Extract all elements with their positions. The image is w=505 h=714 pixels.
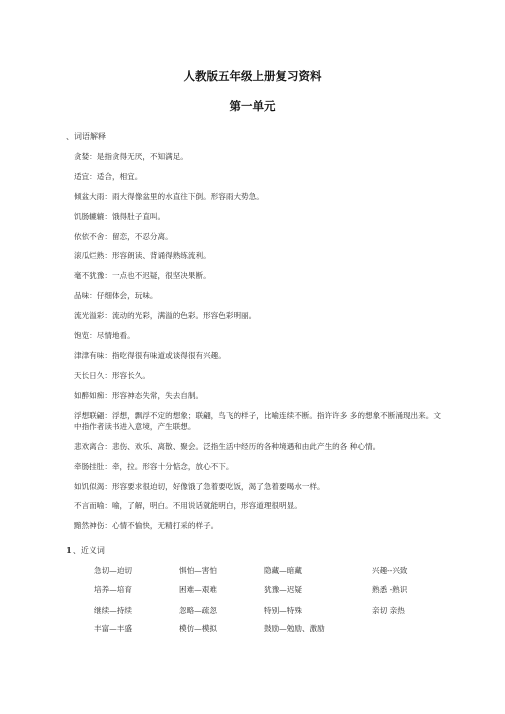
synonym-pair: 忽略—疏忽 [179,606,217,615]
vocab-entry: 浮想联翩：浮想，飘浮不定的想象；联翩，鸟飞的样子，比喻连续不断。指许许多 多的想象不断涌现出来。文中指作者读书进入意境，产生联想。 [74,410,441,431]
document-title: 人教版五年级上册复习资料 [183,69,322,83]
vocab-entry: 牵肠挂肚：牵，拉。形容十分惦念，放心不下。 [74,461,234,471]
vocab-entry: 滚瓜烂熟：形容朗读、背诵得熟练流利。 [74,251,211,261]
vocab-entry: 如醉如痴：形容神态失常，失去自制。 [74,390,204,400]
vocab-entry: 天长日久：形容长久。 [74,370,150,380]
synonym-pair: 模仿—模拟 [179,624,217,633]
vocab-entry: 津津有味：指吃得很有味道或谈得很有兴趣。 [74,350,226,360]
vocab-list [74,151,446,540]
synonym-heading-text: 、近义词 [72,546,105,555]
vocab-entry: 适宜：适合，相宜。 [74,171,143,181]
vocab-heading [66,131,106,142]
vocab-entry: 毫不犹豫：一点也不迟疑，很坚决果断。 [74,271,211,281]
vocab-entry: 品味：仔细体会，玩味。 [74,291,158,301]
synonym-heading-number: 1 [66,546,72,556]
synonym-pair: 丰富—丰盛 [94,624,132,633]
synonym-pair: 熟悉 -熟识 [372,585,408,594]
vocab-entry: 饥肠辘辘：饿得肚子直叫。 [74,211,166,221]
synonym-pair: 隐藏—暗藏 [264,566,302,575]
vocab-entry: 倾盆大雨：雨大得像盆里的水直往下倒。形容雨大势急。 [74,191,264,201]
synonym-pair: 困难—艰难 [179,585,217,594]
vocab-entry: 依依不舍：留恋，不忍分离。 [74,231,173,241]
synonym-pair: 亲切 亲热 [372,606,405,615]
vocab-entry: 饱览：尽情地看。 [74,331,135,341]
vocab-entry: 贪婪：是指贪得无厌，不知满足。 [74,152,188,161]
synonym-pair: 鼓励—勉励、激励 [264,624,325,633]
unit-title: 第一单元 [229,99,276,113]
synonym-pair: 犹豫—迟疑 [264,585,302,594]
synonym-pair: 急切—迫切 [94,566,132,575]
vocab-entry: 黯然神伤：心情不愉快，无精打采的样子。 [74,521,219,531]
synonym-heading [66,545,105,556]
vocab-entry: 不言而喻：喻，了解，明白。不用说话就能明白，形容道理很明显。 [74,501,302,511]
vocab-entry: 流光溢彩：流动的光彩，满溢的色彩。形容色彩明丽。 [74,311,257,321]
synonym-pair: 惧怕—害怕 [179,566,217,575]
synonym-pair: 培养—培育 [94,585,132,594]
synonym-pair: 兴趣--兴致 [372,566,408,575]
synonym-pair: 特别—特殊 [264,606,302,615]
vocab-entry: 悲欢离合：悲伤、欢乐、离散、聚会。泛指生活中经历的各种境遇和由此产生的各 种心情。 [74,441,381,451]
vocab-entry: 如饥似渴：形容要求很迫切，好像饿了急着要吃饭，渴了急着要喝水一样。 [74,481,325,491]
synonym-pair: 继续—持续 [94,606,132,615]
vocab-heading-text: 、词语解释 [66,132,106,141]
